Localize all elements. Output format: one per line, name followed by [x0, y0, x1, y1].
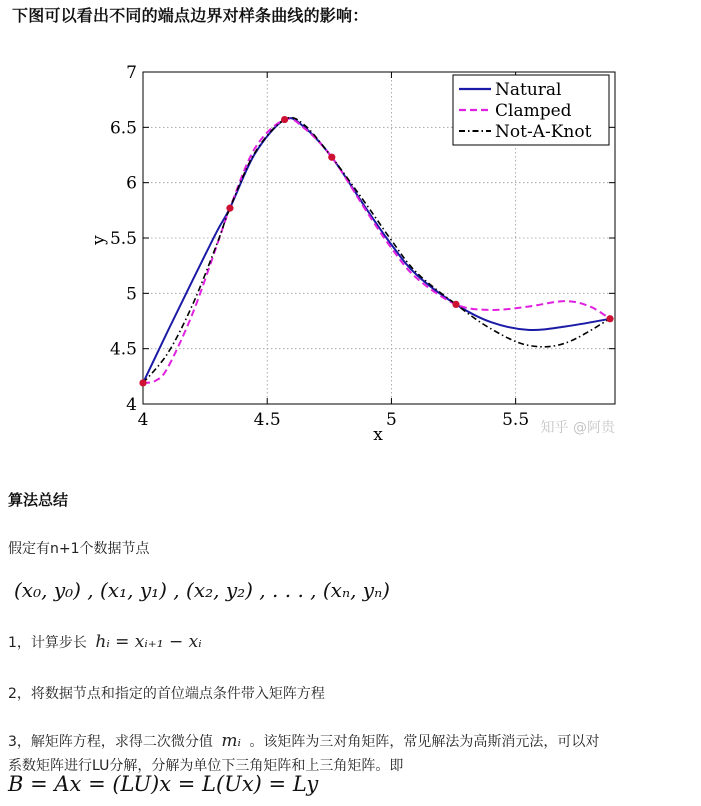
chart-series: [143, 118, 610, 383]
step-3: [8, 731, 599, 751]
chart-legend: [453, 75, 609, 145]
x-tick-label: 4: [137, 410, 149, 430]
step-2: [8, 683, 325, 703]
x-tick-label: 4.5: [253, 410, 281, 430]
data-point: [281, 116, 288, 123]
chart-knots: [139, 116, 613, 387]
watermark-text: 知乎 @阿贵: [540, 420, 615, 436]
x-axis-label: x: [373, 425, 383, 445]
step-2-text: 2，将数据节点和指定的首位端点条件带入矩阵方程: [8, 686, 325, 702]
legend-label: Not-A-Knot: [495, 122, 592, 142]
page-heading: 下图可以看出不同的端点边界对样条曲线的影响：: [12, 6, 369, 25]
step-3-text-b: 。该矩阵为三对角矩阵，常见解法为高斯消元法，可以对: [249, 734, 600, 750]
x-tick-label: 5.5: [502, 410, 530, 430]
y-tick-label: 4.5: [109, 339, 137, 360]
y-tick-label: 5: [126, 284, 137, 305]
y-tick-label: 6: [126, 173, 137, 194]
series-line-natural: [143, 118, 610, 383]
step-3-cont: 系数矩阵进行LU分解，分解为单位下三角矩阵和上三角矩阵。即: [8, 758, 404, 774]
y-tick-label: 5.5: [109, 229, 137, 249]
section-title: 算法总结: [8, 491, 69, 509]
series-line-not-a-knot: [143, 118, 610, 383]
legend-label: Natural: [495, 80, 562, 100]
y-tick-label: 4: [126, 395, 137, 415]
step-1-text: 1，计算步长: [8, 635, 87, 651]
intro-text: 假定有n+1个数据节点: [8, 541, 150, 557]
final-formula: B = Ax = (LU)x = L(Ux) = Ly: [8, 772, 319, 796]
series-line-clamped: [143, 119, 610, 383]
y-axis-label: y: [89, 235, 109, 245]
step-1-formula: hᵢ = xᵢ₊₁ − xᵢ: [95, 632, 202, 652]
data-point: [328, 154, 335, 161]
data-point: [452, 301, 459, 308]
step-1: [8, 632, 206, 652]
data-point: [139, 379, 146, 386]
spline-figure: [0, 40, 701, 460]
y-tick-label: 7: [126, 63, 137, 83]
step-3-text-a: 3，解矩阵方程，求得二次微分值: [8, 734, 213, 750]
y-tick-label: 6.5: [109, 118, 137, 139]
data-point: [606, 315, 613, 322]
points-formula: (x₀, y₀) , (x₁, y₁) , (x₂, y₂) , . . . , (xₙ, yₙ): [14, 578, 390, 602]
spline-chart: [0, 40, 701, 460]
legend-label: Clamped: [495, 101, 572, 121]
data-point: [226, 205, 233, 212]
step-3-formula: mᵢ: [221, 731, 241, 751]
x-tick-label: 5: [386, 410, 397, 430]
